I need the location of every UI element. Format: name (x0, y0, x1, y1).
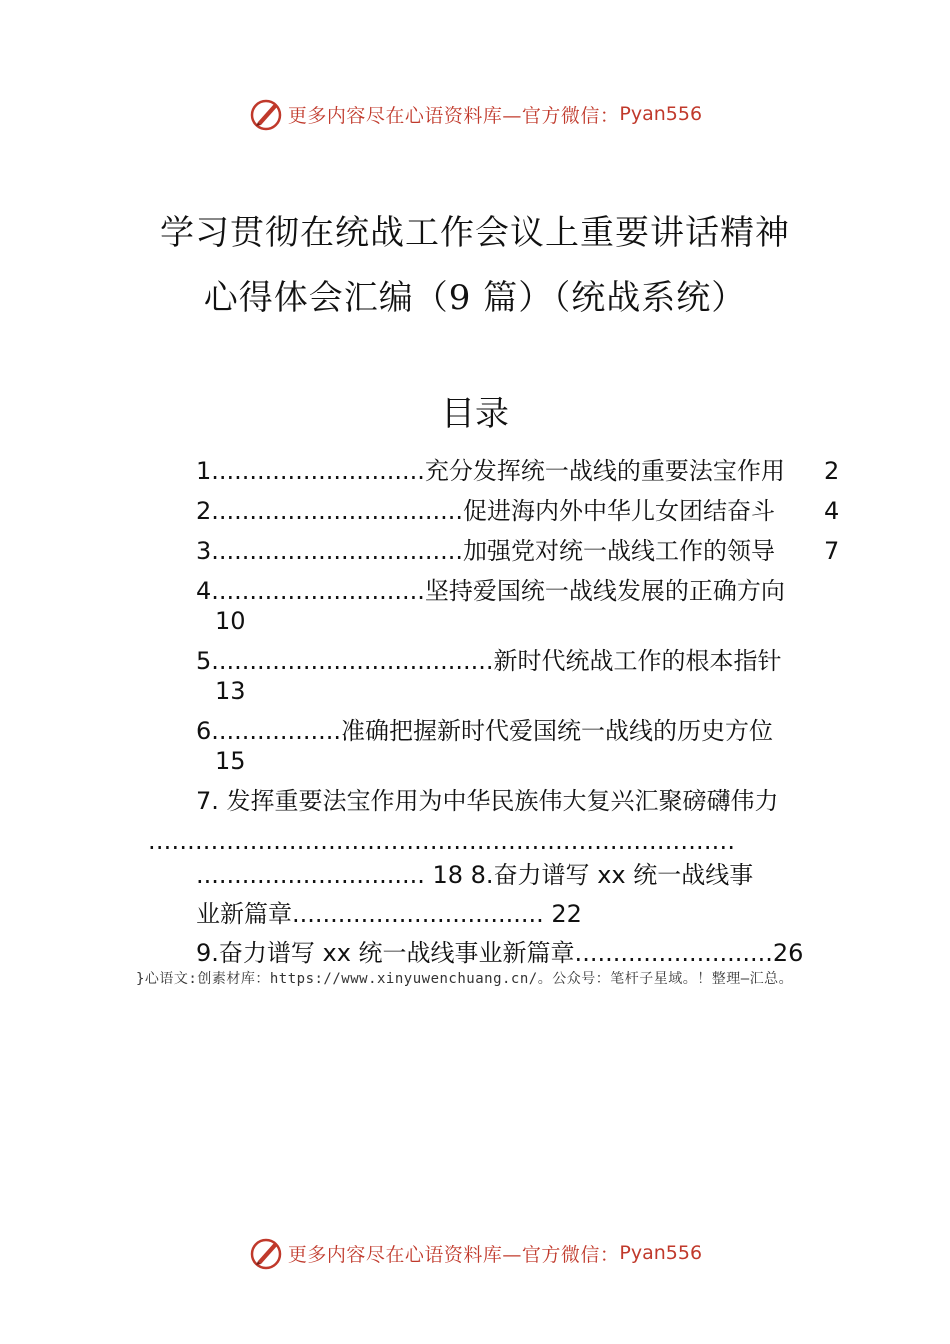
toc-entry-2[interactable]: 2.................................促进海内外中华儿女团结奋斗 (196, 497, 776, 525)
toc-page-4: 10 (215, 607, 246, 635)
toc-page-3: 7 (824, 537, 840, 565)
toc-entry-6[interactable]: 6.................准确把握新时代爱国统一战线的历史方位 (196, 717, 773, 745)
toc-entry-7-line1[interactable]: 7. 发挥重要法宝作用为中华民族伟大复兴汇聚磅礴伟力 (196, 787, 779, 815)
source-note: }心语文:创素材库：https://www.xinyuwenchuang.cn/。公众号：笔杆子星域。！整理—汇总。 (136, 971, 794, 987)
toc-heading: 目录 (441, 394, 509, 434)
banner-wechat-id: Pyan556 (619, 103, 703, 125)
banner-wechat-id: Pyan556 (619, 1242, 703, 1264)
banner-text: 更多内容尽在心语资料库—官方微信： (287, 1243, 620, 1266)
footer-banner (0, 1233, 950, 1273)
document-title-line2: 心得体会汇编（9 篇）（统战系统） (203, 278, 747, 318)
document-title-line1: 学习贯彻在统战工作会议上重要讲话精神 (160, 213, 790, 253)
toc-page-2: 4 (824, 497, 840, 525)
toc-page-5: 13 (215, 677, 246, 705)
toc-entry-5[interactable]: 5.....................................新时代统战工作的根本指针 (196, 647, 782, 675)
toc-page-1: 2 (824, 457, 840, 485)
pen-circle-logo-icon (248, 1235, 284, 1271)
toc-entry-8-line[interactable]: 业新篇章................................. 22 (196, 900, 582, 928)
toc-entry-3[interactable]: 3.................................加强党对统一战线工作的领导 (196, 537, 776, 565)
toc-entry-4[interactable]: 4............................坚持爱国统一战线发展的正确方向 (196, 577, 785, 605)
toc-entry-7-line3[interactable]: .............................. 18 8.奋力谱写 xx 统一战线事 (196, 861, 754, 889)
header-banner (0, 94, 950, 134)
toc-entry-9[interactable]: 9.奋力谱写 xx 统一战线事业新篇章..........................26 (196, 939, 804, 967)
banner-text: 更多内容尽在心语资料库—官方微信： (287, 104, 620, 127)
pen-circle-logo-icon (248, 96, 284, 132)
toc-entry-7-line2: ........................................................................... (148, 827, 736, 855)
toc-page-6: 15 (215, 747, 246, 775)
toc-entry-1[interactable]: 1............................充分发挥统一战线的重要法宝作用 (196, 457, 785, 485)
